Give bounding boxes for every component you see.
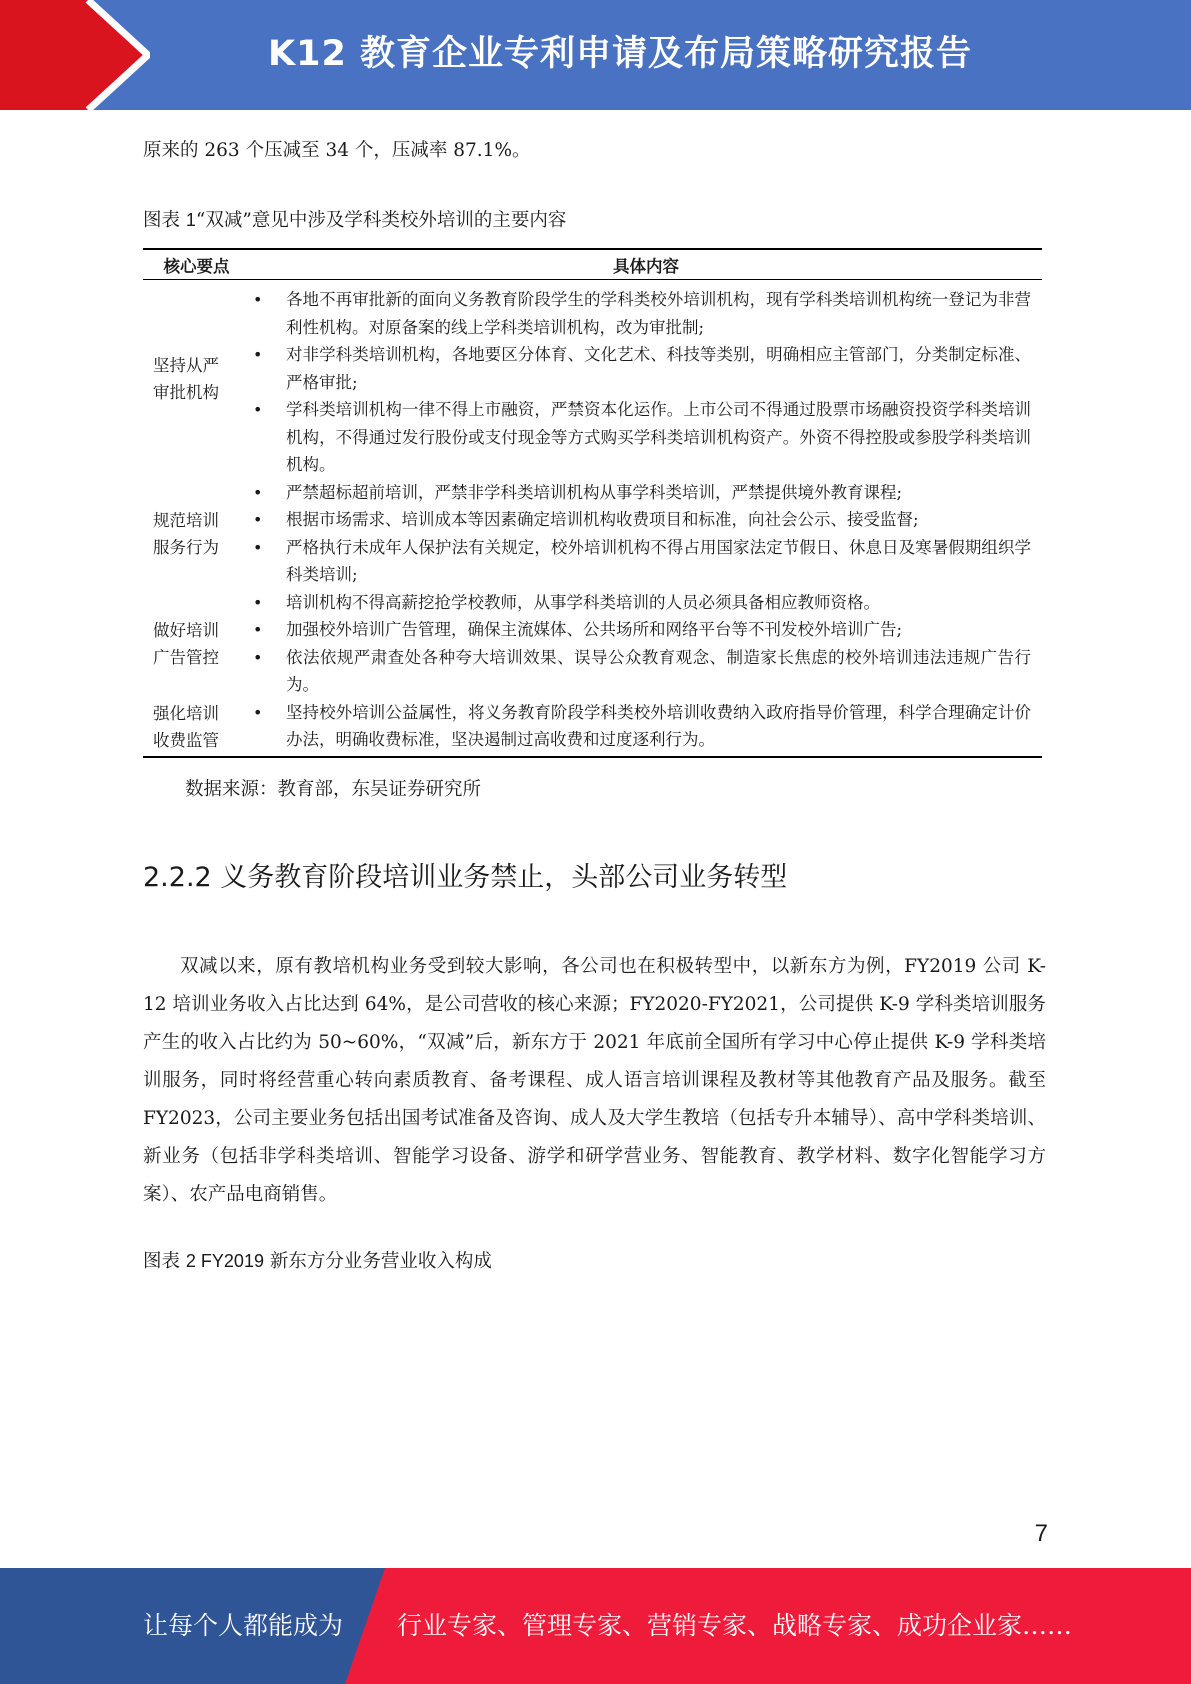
table-header-row: [143, 249, 1042, 280]
page-header: [0, 0, 1191, 110]
footer-slogan-left: 让每个人都能成为: [143, 1611, 344, 1640]
row-content: [250, 699, 1042, 757]
measures-table: [143, 248, 1042, 758]
list-item: • 培训机构不得高薪挖抢学校教师，从事学科类培训的人员必须具备相应教师资格。: [138, 589, 1031, 617]
caption-text: “双减”意见中涉及学科类校外培训的主要内容: [195, 210, 567, 231]
table-row: [143, 479, 1042, 589]
table-row: [143, 589, 1042, 699]
figure-caption-number: 2 FY2019: [185, 1251, 264, 1271]
table-source: 数据来源：教育部，东吴证券研究所: [185, 779, 482, 800]
intro-line: 原来的 263 个压减至 34 个，压减率 87.1%。: [143, 140, 531, 161]
list-item: • 坚持校外培训公益属性，将义务教育阶段学科类校外培训收费纳入政府指导价管理，科学合理确定计价办法，明确收费标准，坚决遏制过高收费和过度逐利行为。: [138, 699, 1031, 754]
row-key-text: 强化培训收费监管: [153, 704, 219, 750]
list-item: • 严格执行未成年人保护法有关规定，校外培训机构不得占用国家法定节假日、休息日及寒暑假期组织学科类培训;: [138, 534, 1031, 589]
row-content: [250, 589, 1042, 699]
list-item: • 根据市场需求、培训成本等因素确定培训机构收费项目和标准，向社会公示、接受监督;: [138, 506, 1031, 534]
figure-caption: [143, 1246, 492, 1277]
page-number: 7: [1034, 1520, 1048, 1547]
list-item: • 对非学科类培训机构，各地要区分体育、文化艺术、科技等类别，明确相应主管部门，分类制定标准、严格审批;: [138, 341, 1031, 396]
table-caption: [143, 205, 566, 236]
table-row: [143, 280, 1042, 479]
list-item: • 学科类培训机构一律不得上市融资，严禁资本化运作。上市公司不得通过股票市场融资投资学科类培训机构，不得通过发行股份或支付现金等方式购买学科类培训机构资产。外资不得控股或参股学科类培训机构。: [138, 396, 1031, 479]
list-item: • 各地不再审批新的面向义务教育阶段学生的学科类校外培训机构，现有学科类培训机构统一登记为非营利性机构。对原备案的线上学科类培训机构，改为审批制;: [138, 286, 1031, 341]
row-content: [250, 479, 1042, 589]
row-key-text: 规范培训服务行为: [153, 510, 219, 557]
caption-prefix: 图表: [143, 210, 181, 231]
section-heading: 2.2.2 义务教育阶段培训业务禁止，头部公司业务转型: [143, 862, 788, 893]
list-item: • 依法依规严肃查处各种夸大培训效果、误导公众教育观念、制造家长焦虑的校外培训违法违规广告行为。: [138, 644, 1031, 699]
figure-caption-prefix: 图表: [143, 1251, 181, 1272]
report-title: K12 教育企业专利申请及布局策略研究报告: [268, 34, 973, 74]
caption-number: 1: [185, 210, 196, 230]
header-key-point: 核心要点: [143, 249, 250, 280]
body-paragraph: 双减以来，原有教培机构业务受到较大影响，各公司也在积极转型中，以新东方为例，FY2019 公司 K-12 培训业务收入占比达到 64%，是公司营收的核心来源；FY2020-FY2021，公司提供 K-9 学科类培训服务产生的收入占比约为 50~60%，“双减”后，新东方于 2021 年底前全国所有学习中心停止提供 K-9 学科类培训服务，同时将经营重心转向素质教育、备考课程、成人语言培训课程及教材等其他教育产品及服务。截至 FY2023，公司主要业务包括出国考试准备及咨询、成人及大学生教培（包括专升本辅导）、高中学科类培训、新业务（包括非学科类培训、智能学习设备、游学和研学营业务、智能教育、教学材料、数字化智能学习方案）、农产品电商销售。: [143, 956, 1046, 1205]
table-row: [143, 699, 1042, 757]
list-item: • 加强校外培训广告管理，确保主流媒体、公共场所和网络平台等不刊发校外培训广告;: [138, 616, 1031, 644]
row-content: [250, 280, 1042, 479]
page-footer: [0, 1568, 1191, 1684]
row-key-text: 做好培训广告管控: [153, 620, 219, 667]
row-key-text: 坚持从严审批机构: [153, 356, 219, 403]
footer-slogan-right: 行业专家、管理专家、营销专家、战略专家、成功企业家……: [397, 1611, 1073, 1640]
figure-caption-text: 新东方分业务营业收入构成: [269, 1251, 492, 1272]
header-content: 具体内容: [250, 249, 1042, 280]
list-item: • 严禁超标超前培训，严禁非学科类培训机构从事学科类培训，严禁提供境外教育课程;: [138, 479, 1031, 507]
header-red-chevron-icon: [0, 0, 150, 110]
